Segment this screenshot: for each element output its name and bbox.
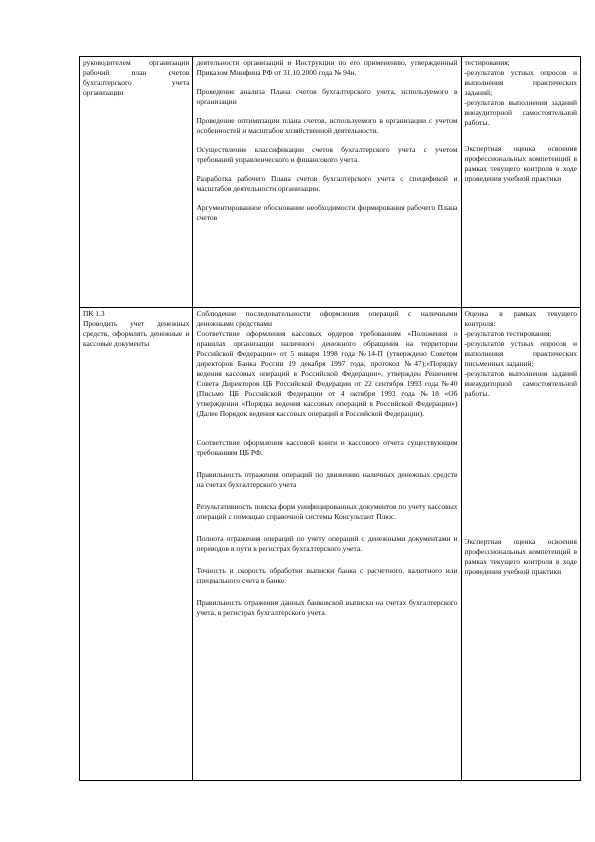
table-row: [80, 308, 581, 781]
indicator-text: Правильность отражения операций по движению наличных денежных средств на счетах бухгалтерского учета: [196, 470, 458, 489]
indicator-text: Проведение анализа Плана счетов бухгалтерского учета, используемого в организации: [196, 87, 458, 106]
indicator-text: Соблюдение последовательности оформления операций с наличными денежными средствами Соответствие оформления кассовых ордеров требованиям «Положения о правилах организации наличного денежного обращения на территории Российской Федерации» от 5 января 1998 года №14-П (утверждено Советом директоров Банка России 19 декабря 1997 года, протокол №47);«Порядку ведения кассовых операций в Российской Федерации», утвержден Решением Совета Директоров ЦБ Российской Федерации от 22 сентября 1993 года №40 (Письмо ЦБ Российской Федерации от 4 октября 1993 года №18 «Об утверждении «Порядка ведения кассовых операций в Российской Федерации») (Далее Порядок ведения кассовых операций в Российской Федерации).: [196, 309, 458, 418]
indicator-text: деятельности организаций и Инструкции по его применению, утвержденный Приказом Минфина РФ от 31.10.2000 года № 94н.: [196, 58, 458, 77]
assessment-cell: [461, 57, 581, 308]
indicator-text: Осуществление классификации счетов бухгалтерского учета с учетом требований управленческого и финансового учета.: [196, 145, 458, 164]
assessment-table: [79, 56, 581, 781]
assessment-text: Экспертная оценка освоения профессиональных компетенций в рамках текущего контроля в ходе проведения учебной практики: [464, 537, 577, 576]
criterion-cell: [80, 57, 193, 308]
criterion-cell: [80, 308, 193, 781]
assessment-text: Оценка в рамках текущего контроля: -результатов тестирования; -результатов устных опросов и выполнения практических письменных заданий; -результатов выполнения заданий внеаудиторной самостоятельной работы.: [464, 309, 577, 398]
assessment-cell: [461, 308, 581, 781]
criterion-text: руководителем организации рабочий план счетов бухгалтерского учета организации: [83, 58, 190, 97]
indicators-cell: [193, 57, 461, 308]
indicator-text: Результативность поиска форм унифицированных документов по учету кассовых операций с помощью справочной системы Консультант Плюс.: [196, 502, 458, 521]
indicator-text: Разработка рабочего Плана счетов бухгалтерского учета с спецификой и масштабов деятельности организации.: [196, 174, 458, 193]
indicator-text: Аргументированное обоснование необходимости формирования рабочего Плана счетов: [196, 203, 458, 222]
indicators-cell: [193, 308, 461, 781]
assessment-text: тестирования; -результатов устных опросов и выполнения практических заданий; -результатов выполнения заданий внеаудиторной самостоятельной работы.: [464, 58, 577, 127]
indicator-text: Правильность отражения данных банковской выписки на счетах бухгалтерского учета, в регистрах бухгалтерского учета.: [196, 598, 458, 617]
assessment-text: Экспертная оценка освоения профессиональных компетенций в рамках текущего контроля в ходе проведения учебной практики: [464, 144, 577, 183]
indicator-text: Соответствие оформления кассовой книги и кассового отчета существующим требованиям ЦБ РФ.: [196, 438, 458, 457]
table-row: [80, 57, 581, 308]
criterion-text: ПК 1.3 Проводить учет денежных средств, оформлять денежные и кассовые документы: [83, 309, 190, 348]
indicator-text: Проведение оптимизации плана счетов, используемого в организации с учетом особенностей и масштабов хозяйственной деятельности.: [196, 116, 458, 135]
indicator-text: Точность и скорость обработки выписки банка с расчетного, валютного или специального счета в банке.: [196, 566, 458, 585]
indicator-text: Полнота отражения операций по учету операций с денежными документами и переводов в пути в регистрах бухгалтерского учета.: [196, 534, 458, 553]
